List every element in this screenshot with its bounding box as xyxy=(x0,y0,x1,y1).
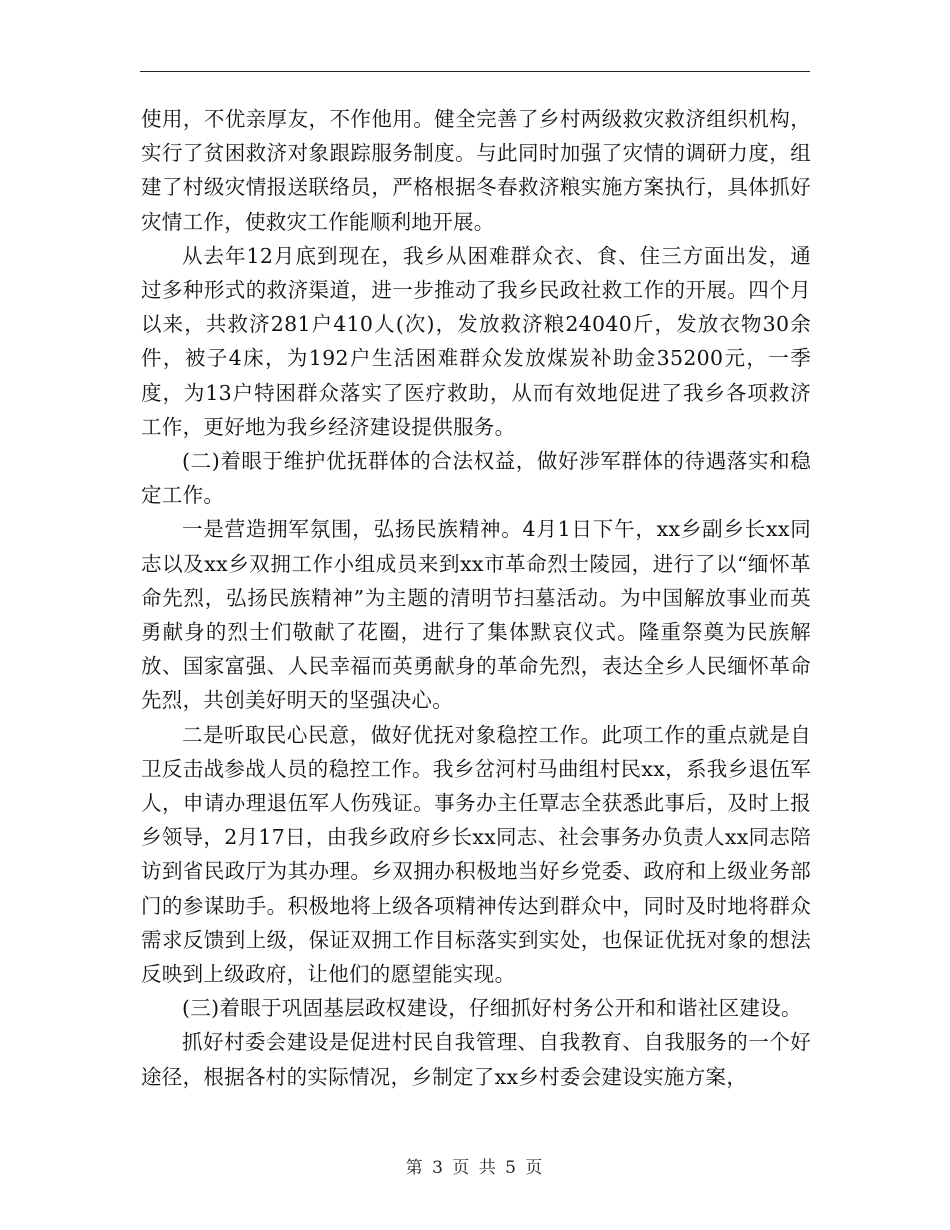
section-heading-2: (二)着眼于维护优抚群体的合法权益，做好涉军群体的待遇落实和稳定工作。 xyxy=(141,449,811,508)
header-rule xyxy=(140,71,810,72)
paragraph-village-committee: 抓好村委会建设是促进村民自我管理、自我教育、自我服务的一个好途径，根据各村的实际情况，乡制定了xx乡村委会建设实施方案， xyxy=(141,1030,811,1089)
paragraph-relief-statistics: 从去年12月底到现在，我乡从困难群众衣、食、住三方面出发，通过多种形式的救济渠道，进一步推动了我乡民政社救工作的开展。四个月以来，共救济281户410人(次)，发放救济粮24040斤，发放衣物30余件，被子4床，为192户生活困难群众发放煤炭补助金35200元，一季度，为13户特困群众落实了医疗救助，从而有效地促进了我乡各项救济工作，更好地为我乡经济建设提供服务。 xyxy=(141,243,811,439)
paragraph-continuation: 使用，不优亲厚友，不作他用。健全完善了乡村两级救灾救济组织机构，实行了贫困救济对象跟踪服务制度。与此同时加强了灾情的调研力度，组建了村级灾情报送联络员，严格根据冬春救济粮实施方案执行，具体抓好灾情工作，使救灾工作能顺利地开展。 xyxy=(141,107,811,234)
paragraph-stability-work: 二是听取民心民意，做好优抚对象稳控工作。此项工作的重点就是自卫反击战参战人员的稳控工作。我乡岔河村马曲组村民xx，系我乡退伍军人，申请办理退伍军人伤残证。事务办主任覃志全获悉此事后，及时上报乡领导，2月17日，由我乡政府乡长xx同志、社会事务办负责人xx同志陪访到省民政厅为其办理。乡双拥办积极地当好乡党委、政府和上级业务部门的参谋助手。积极地将上级各项精神传达到群众中，同时及时地将群众需求反馈到上级，保证双拥工作目标落实到实处，也保证优抚对象的想法反映到上级政府，让他们的愿望能实现。 xyxy=(141,722,811,987)
paragraph-memorial-activity: 一是营造拥军氛围，弘扬民族精神。4月1日下午，xx乡副乡长xx同志以及xx乡双拥工作小组成员来到xx市革命烈士陵园，进行了以“缅怀革命先烈，弘扬民族精神”为主题的清明节扫墓活动。为中国解放事业而英勇献身的烈士们敬献了花圈，进行了集体默哀仪式。隆重祭奠为民族解放、国家富强、人民幸福而英勇献身的革命先烈，表达全乡人民缅怀革命先烈，共创美好明天的坚强决心。 xyxy=(141,517,811,713)
section-heading-3: (三)着眼于巩固基层政权建设，仔细抓好村务公开和和谐社区建设。 xyxy=(182,996,802,1021)
document-body xyxy=(141,102,811,1094)
page-number-footer: 第 3 页 共 5 页 xyxy=(405,1158,545,1178)
